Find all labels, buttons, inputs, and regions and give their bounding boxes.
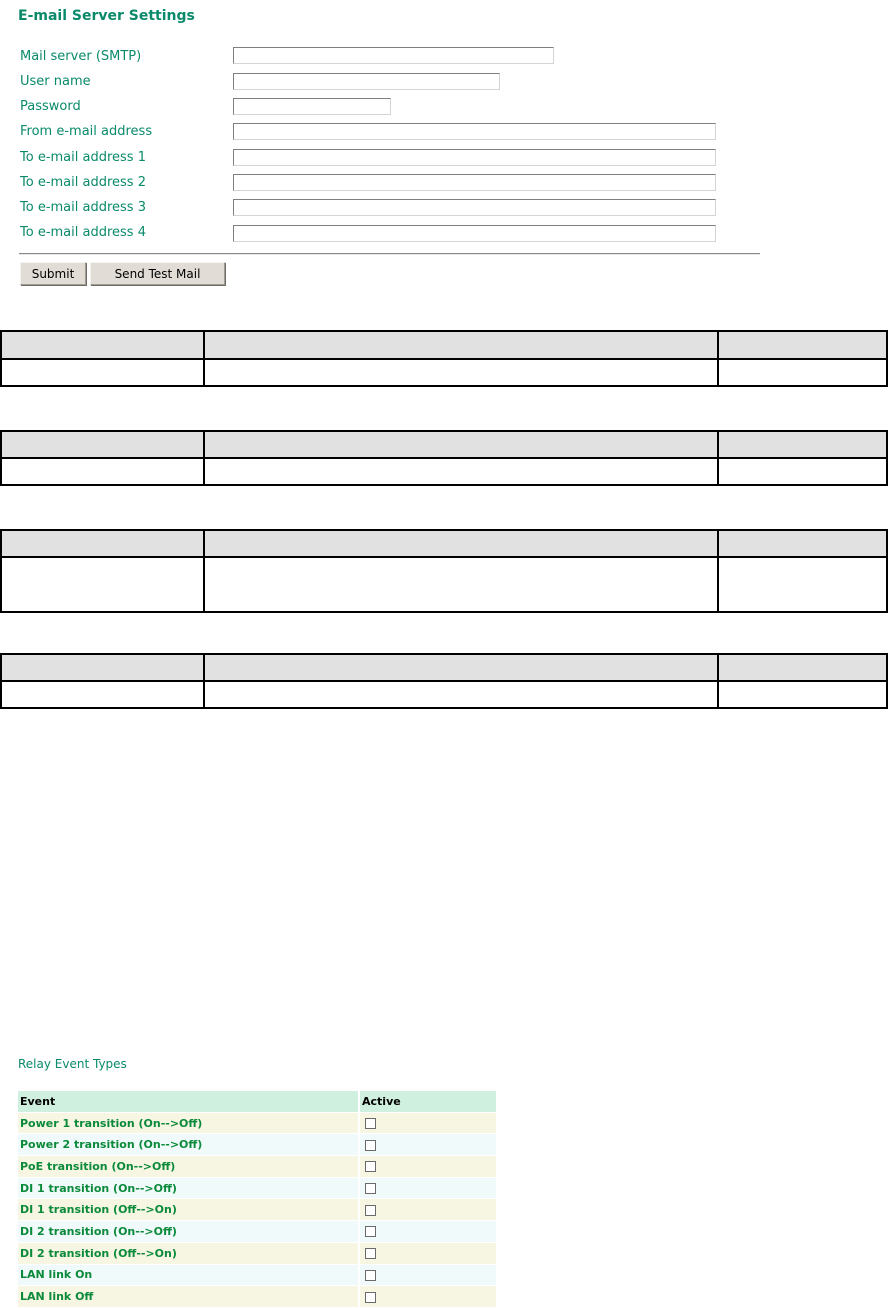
mail-server-input[interactable] bbox=[233, 47, 554, 64]
empty-table-1 bbox=[0, 330, 888, 387]
relay-event-table bbox=[18, 1090, 496, 1308]
table-header-cell bbox=[718, 431, 887, 458]
active-checkbox[interactable] bbox=[365, 1183, 376, 1194]
event-label: DI 2 transition (On-->Off) bbox=[18, 1221, 358, 1242]
event-label: DI 2 transition (Off-->On) bbox=[18, 1243, 358, 1264]
from-email-input[interactable] bbox=[233, 123, 716, 140]
event-label: LAN link Off bbox=[18, 1286, 358, 1307]
user-name-label: User name bbox=[20, 74, 91, 89]
event-label: DI 1 transition (On-->Off) bbox=[18, 1178, 358, 1199]
table-header-cell bbox=[718, 654, 887, 681]
relay-event-row bbox=[18, 1134, 496, 1155]
table-header-cell bbox=[718, 530, 887, 557]
empty-table-2 bbox=[0, 430, 888, 486]
page-title: E-mail Server Settings bbox=[18, 8, 195, 24]
to-email-2-label: To e-mail address 2 bbox=[20, 175, 146, 190]
user-name-input[interactable] bbox=[233, 73, 500, 90]
event-label: Power 2 transition (On-->Off) bbox=[18, 1134, 358, 1155]
active-checkbox[interactable] bbox=[365, 1226, 376, 1237]
table-header-cell bbox=[204, 654, 718, 681]
to-email-4-input[interactable] bbox=[233, 225, 716, 242]
table-header-cell bbox=[204, 530, 718, 557]
empty-table-3 bbox=[0, 529, 888, 613]
event-column-header: Event bbox=[18, 1091, 358, 1112]
active-column-header: Active bbox=[358, 1091, 496, 1112]
relay-event-row bbox=[18, 1178, 496, 1199]
to-email-2-input[interactable] bbox=[233, 174, 716, 191]
table-cell bbox=[204, 359, 718, 386]
send-test-mail-button[interactable]: Send Test Mail bbox=[90, 262, 225, 285]
table-header-cell bbox=[1, 431, 204, 458]
mail-server-label: Mail server (SMTP) bbox=[20, 49, 142, 64]
submit-button[interactable]: Submit bbox=[20, 262, 86, 285]
table-cell bbox=[718, 458, 887, 485]
table-cell bbox=[1, 458, 204, 485]
relay-event-row bbox=[18, 1156, 496, 1177]
table-cell bbox=[1, 557, 204, 612]
active-checkbox[interactable] bbox=[365, 1270, 376, 1281]
active-checkbox[interactable] bbox=[365, 1292, 376, 1303]
relay-event-row bbox=[18, 1199, 496, 1220]
password-label: Password bbox=[20, 99, 81, 114]
event-label: PoE transition (On-->Off) bbox=[18, 1156, 358, 1177]
table-cell bbox=[1, 359, 204, 386]
table-header-cell bbox=[1, 331, 204, 359]
to-email-3-input[interactable] bbox=[233, 199, 716, 216]
from-email-label: From e-mail address bbox=[20, 124, 153, 139]
password-input[interactable] bbox=[233, 98, 391, 115]
relay-event-row bbox=[18, 1265, 496, 1286]
table-cell bbox=[718, 359, 887, 386]
to-email-3-label: To e-mail address 3 bbox=[20, 200, 146, 215]
active-checkbox[interactable] bbox=[365, 1140, 376, 1151]
event-label: LAN link On bbox=[18, 1265, 358, 1286]
event-label: Power 1 transition (On-->Off) bbox=[18, 1113, 358, 1134]
table-cell bbox=[204, 557, 718, 612]
table-header-cell bbox=[1, 654, 204, 681]
relay-event-row bbox=[18, 1113, 496, 1134]
active-checkbox[interactable] bbox=[365, 1161, 376, 1172]
to-email-1-label: To e-mail address 1 bbox=[20, 150, 146, 165]
table-cell bbox=[718, 557, 887, 612]
relay-event-row bbox=[18, 1243, 496, 1264]
table-cell bbox=[1, 681, 204, 708]
relay-event-row bbox=[18, 1286, 496, 1307]
table-cell bbox=[204, 458, 718, 485]
table-header-cell bbox=[204, 331, 718, 359]
active-checkbox[interactable] bbox=[365, 1248, 376, 1259]
relay-event-types-title: Relay Event Types bbox=[18, 1057, 127, 1071]
empty-table-4 bbox=[0, 653, 888, 709]
to-email-4-label: To e-mail address 4 bbox=[20, 225, 146, 240]
event-label: DI 1 transition (Off-->On) bbox=[18, 1199, 358, 1220]
active-checkbox[interactable] bbox=[365, 1205, 376, 1216]
table-header-cell bbox=[718, 331, 887, 359]
to-email-1-input[interactable] bbox=[233, 149, 716, 166]
table-header-cell bbox=[204, 431, 718, 458]
relay-event-row bbox=[18, 1221, 496, 1242]
table-header-cell bbox=[1, 530, 204, 557]
active-checkbox[interactable] bbox=[365, 1118, 376, 1129]
table-cell bbox=[718, 681, 887, 708]
table-cell bbox=[204, 681, 718, 708]
form-divider bbox=[19, 253, 760, 255]
relay-header-row bbox=[18, 1091, 496, 1112]
